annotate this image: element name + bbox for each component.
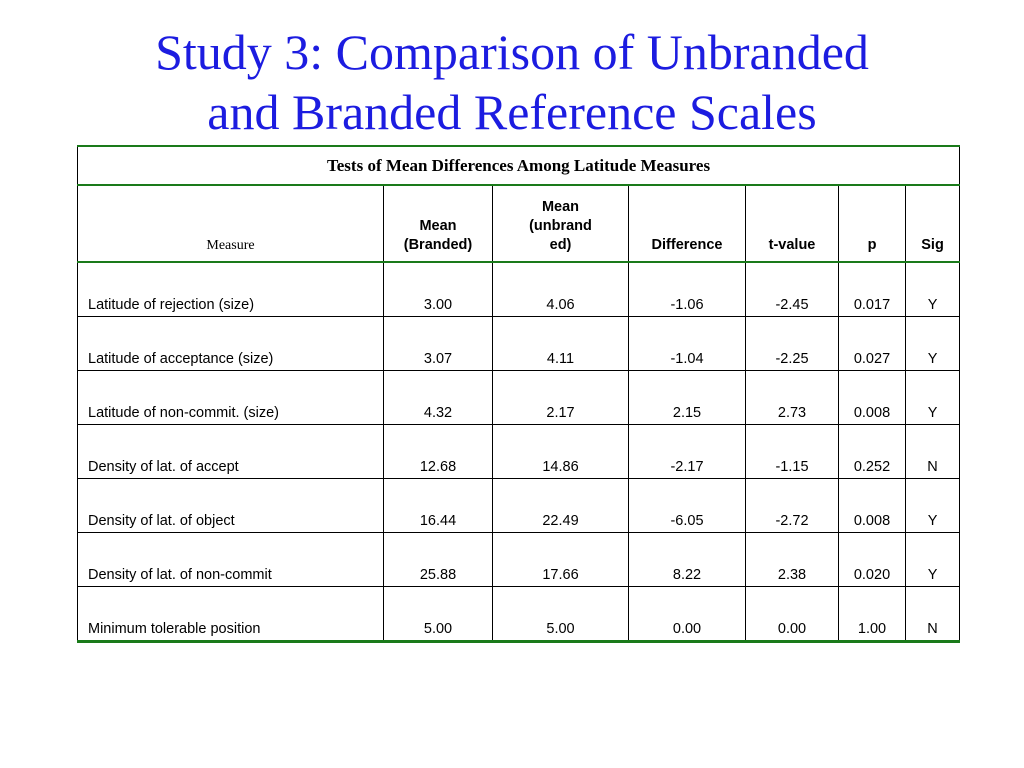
cell-mean-branded: 3.00 [384,262,493,317]
cell-mean-branded: 25.88 [384,533,493,587]
cell-measure: Latitude of non-commit. (size) [78,371,384,425]
cell-mean-unbranded: 14.86 [493,425,629,479]
header-mean-unbranded-line-3: ed) [549,237,572,253]
header-mean-branded-line-2: (Branded) [403,237,473,253]
cell-sig: Y [906,371,960,425]
cell-difference: -1.06 [629,262,746,317]
cell-sig: N [906,587,960,642]
header-difference: Difference [629,185,746,262]
table-row [78,317,960,371]
cell-mean-branded: 4.32 [384,371,493,425]
cell-t-value: -2.45 [746,262,839,317]
table-header-row [78,185,960,262]
cell-sig: Y [906,262,960,317]
cell-measure: Latitude of acceptance (size) [78,317,384,371]
table-row [78,587,960,642]
cell-mean-branded: 12.68 [384,425,493,479]
cell-difference: -6.05 [629,479,746,533]
header-mean-branded-line-1: Mean [419,218,457,234]
cell-t-value: 2.73 [746,371,839,425]
cell-measure: Latitude of rejection (size) [78,262,384,317]
header-mean-unbranded-line-1: Mean [541,199,580,215]
cell-mean-unbranded: 5.00 [493,587,629,642]
cell-measure: Density of lat. of non-commit [78,533,384,587]
cell-mean-branded: 3.07 [384,317,493,371]
slide-title [0,22,1024,142]
cell-p: 0.027 [839,317,906,371]
cell-difference: 0.00 [629,587,746,642]
header-mean-branded [384,185,493,262]
cell-t-value: -2.25 [746,317,839,371]
cell-difference: -2.17 [629,425,746,479]
table-row [78,425,960,479]
slide-title-line-1: Study 3: Comparison of Unbranded [155,24,869,80]
cell-difference: 8.22 [629,533,746,587]
table-row [78,533,960,587]
cell-measure: Density of lat. of object [78,479,384,533]
cell-sig: N [906,425,960,479]
cell-measure: Minimum tolerable position [78,587,384,642]
cell-difference: -1.04 [629,317,746,371]
cell-p: 0.008 [839,479,906,533]
slide-title-line-2: and Branded Reference Scales [207,84,817,140]
header-measure: Measure [78,185,384,262]
mean-differences-table [77,145,960,643]
header-mean-unbranded [493,185,629,262]
cell-t-value: -2.72 [746,479,839,533]
cell-p: 0.252 [839,425,906,479]
table-row [78,479,960,533]
cell-p: 0.008 [839,371,906,425]
cell-p: 0.020 [839,533,906,587]
cell-t-value: 0.00 [746,587,839,642]
cell-sig: Y [906,479,960,533]
cell-mean-branded: 16.44 [384,479,493,533]
cell-t-value: 2.38 [746,533,839,587]
cell-t-value: -1.15 [746,425,839,479]
header-sig: Sig [906,185,960,262]
header-mean-unbranded-line-2: (unbrand [529,218,592,234]
cell-sig: Y [906,317,960,371]
cell-p: 0.017 [839,262,906,317]
header-p: p [839,185,906,262]
header-t-value: t-value [746,185,839,262]
table-row [78,262,960,317]
cell-mean-unbranded: 22.49 [493,479,629,533]
cell-mean-unbranded: 17.66 [493,533,629,587]
cell-mean-unbranded: 4.06 [493,262,629,317]
table-caption-row [78,146,960,185]
cell-sig: Y [906,533,960,587]
cell-difference: 2.15 [629,371,746,425]
table-row [78,371,960,425]
table-body [78,262,960,642]
header-mean-unbranded-text [522,198,600,255]
cell-p: 1.00 [839,587,906,642]
cell-mean-unbranded: 2.17 [493,371,629,425]
cell-mean-unbranded: 4.11 [493,317,629,371]
cell-mean-branded: 5.00 [384,587,493,642]
table-caption: Tests of Mean Differences Among Latitude Measures [78,146,960,185]
cell-measure: Density of lat. of accept [78,425,384,479]
